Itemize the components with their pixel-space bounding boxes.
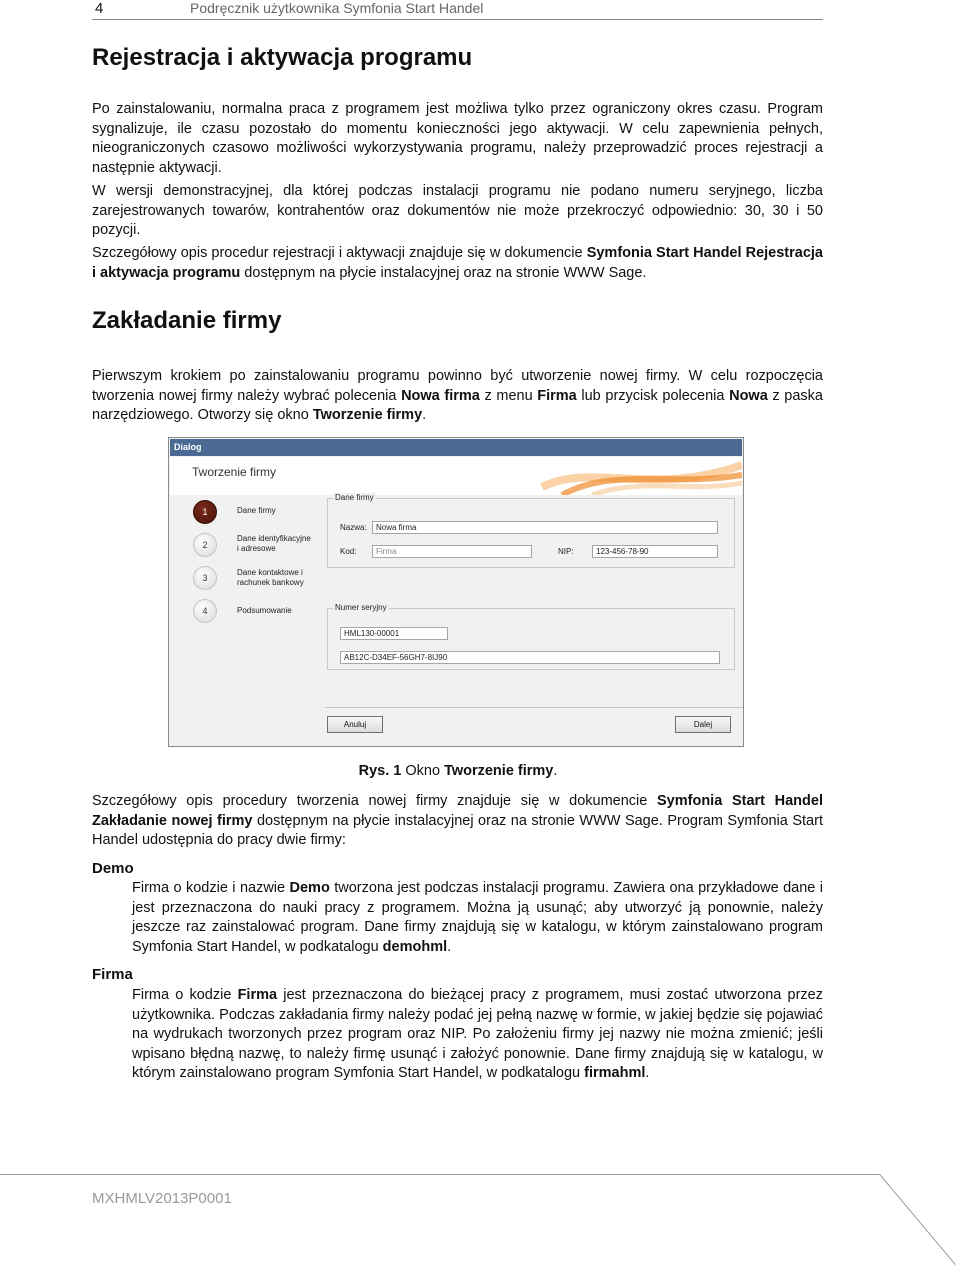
step-3-label[interactable]: Dane kontaktowe i rachunek bankowy (237, 568, 304, 587)
dialog-titlebar: Dialog (170, 439, 742, 456)
caption-text: Okno (401, 763, 445, 779)
figure-caption (0, 763, 916, 779)
company-name-input[interactable]: Nowa firma (372, 521, 718, 534)
document-reference: Symfonia Start Handel Zakładanie nowej firmy (92, 793, 823, 829)
footer-diagonal-line (879, 1174, 956, 1265)
paragraph: Po zainstalowaniu, normalna praca z programem jest możliwa tylko przez ograniczony okres czasu. Program sygnalizuje, ile czasu pozostało do momentu konieczności jego aktywacji. W celu zapewnienia pełnych, nieograniczonych czasowo możliwości wykorzystywania programu, należy przeprowadzić proces rejestracji a następnie aktywacji. (92, 101, 823, 176)
step-2-label[interactable]: Dane identyfikacyjne i adresowe (237, 534, 311, 553)
text-run: jest przeznaczona do bieżącej pracy z programem, musi zostać utworzona przez użytkownika. Podczas zakładania firmy należy podać jej pełną nazwę w formie, w jakiej będzie się pojawiać na wydrukach tworzonych przez program oraz NIP. Po założeniu firmy jej nazwy nie można zmienić; jeśli wpisano błędną nazwę, to należy firmę usunąć i założyć ponownie. Dane firmy znajdują się w katalogu, w którym zainstalowano program Symfonia Start Handel, w podkatalogu (132, 987, 823, 1082)
text-run: dostępnym na płycie instalacyjnej oraz na stronie WWW Sage. Program Symfonia Start Handel udostępnia do pracy dwie firmy: (92, 812, 823, 849)
step-4-indicator[interactable]: 4 (193, 599, 217, 623)
text-run: Szczegółowy opis procedur rejestracji i aktywacji znajduje się w dokumencie (92, 245, 587, 261)
text-run: Firma o kodzie i nazwie (132, 880, 290, 896)
page-number: 4 (95, 0, 104, 17)
section-heading-company: Zakładanie firmy (92, 307, 282, 334)
step-1-label[interactable]: Dane firmy (237, 506, 276, 515)
paragraph (92, 792, 823, 851)
text-run: dostępnym na płycie instalacyjnej oraz na stronie WWW Sage. (240, 264, 647, 281)
step-2-indicator[interactable]: 2 (193, 533, 217, 557)
nip-label: NIP: (558, 547, 574, 556)
cancel-button[interactable]: Anuluj (327, 716, 383, 733)
group-legend: Numer seryjny (335, 603, 387, 612)
dialog-separator (325, 707, 743, 708)
text-run: . (447, 938, 452, 955)
text-run: tworzona jest podczas instalacji programu. Zawiera ona przykładowe dane i jest przeznaczona do nauki pracy z programem. Można ją usunąć; aby utworzyć ją ponownie, należy jeszcze raz zainstalować program. Dane firmy znajdują się w katalogu, w którym zainstalowano program Symfonia Start Handel, w podkatalogu (132, 880, 823, 955)
caption-text: . (553, 763, 558, 779)
company-code-input[interactable]: Firma (372, 545, 532, 558)
document-reference: Symfonia Start Handel Rejestracja i aktywacja programu (92, 245, 823, 281)
company-code: Demo (289, 880, 330, 896)
header-divider (92, 19, 823, 20)
code-label: Kod: (340, 547, 357, 556)
term-firma: Firma (92, 966, 133, 983)
decorative-swirl-graphic (532, 457, 742, 495)
serial-number-input[interactable]: HML130-00001 (340, 627, 448, 640)
text-run: . (422, 407, 427, 424)
dialog-window (168, 437, 744, 747)
folder-name: demohml (382, 938, 448, 955)
caption-window-name: Tworzenie firmy (444, 763, 554, 779)
footer-divider (0, 1174, 880, 1175)
paragraph (92, 244, 823, 283)
dialog-banner (170, 457, 742, 495)
company-data-group (327, 493, 735, 568)
text-run: . (645, 1065, 650, 1082)
next-button[interactable]: Dalej (675, 716, 731, 733)
step-4-label[interactable]: Podsumowanie (237, 606, 292, 615)
text-run: Pierwszym krokiem po zainstalowaniu programu powinno być utworzenie nowej firmy. W celu rozpoczęcia tworzenia nowej firmy należy wybrać polecenia (92, 368, 823, 404)
running-header: Podręcznik użytkownika Symfonia Start Handel (190, 0, 484, 16)
dialog-banner-title: Tworzenie firmy (192, 465, 277, 479)
step-1-indicator[interactable]: 1 (193, 500, 217, 524)
text-run: lub przycisk polecenia (576, 387, 730, 404)
text-run: z paska narzędziowego. Otworzy się okno (92, 387, 823, 424)
serial-number-group (327, 603, 735, 670)
nip-input[interactable]: 123-456-78-90 (592, 545, 718, 558)
caption-number: 1 (393, 763, 402, 779)
text-run: z menu (479, 387, 538, 404)
caption-prefix: Rys. (358, 763, 394, 779)
folder-name: firmahml (584, 1065, 646, 1082)
group-legend: Dane firmy (335, 493, 374, 502)
paragraph: W wersji demonstracyjnej, dla której podczas instalacji programu nie podano numeru seryjnego, liczba zarejestrowanych towarów, kontrahentów oraz dokumentów nie może przekroczyć odpowiednio: 30, 30 i 50 pozycji. (92, 183, 823, 239)
menu-command: Nowa firma (401, 387, 480, 404)
name-label: Nazwa: (340, 523, 367, 532)
term-demo: Demo (92, 860, 134, 877)
company-code: Firma (237, 987, 278, 1003)
paragraph (92, 367, 823, 426)
step-3-indicator[interactable]: 3 (193, 566, 217, 590)
definition-demo (132, 879, 823, 957)
menu-name: Firma (537, 387, 577, 404)
window-name: Tworzenie firmy (312, 407, 423, 424)
document-code: MXHMLV2013P0001 (92, 1190, 232, 1207)
definition-firma (132, 986, 823, 1084)
section-heading-registration: Rejestracja i aktywacja programu (92, 44, 473, 71)
text-run: Firma o kodzie (132, 987, 238, 1003)
text-run: Szczegółowy opis procedury tworzenia nowej firmy znajduje się w dokumencie (92, 793, 657, 809)
toolbar-button-name: Nowa (729, 387, 768, 404)
activation-key-input[interactable]: AB12C-D34EF-56GH7-8IJ90 (340, 651, 720, 664)
